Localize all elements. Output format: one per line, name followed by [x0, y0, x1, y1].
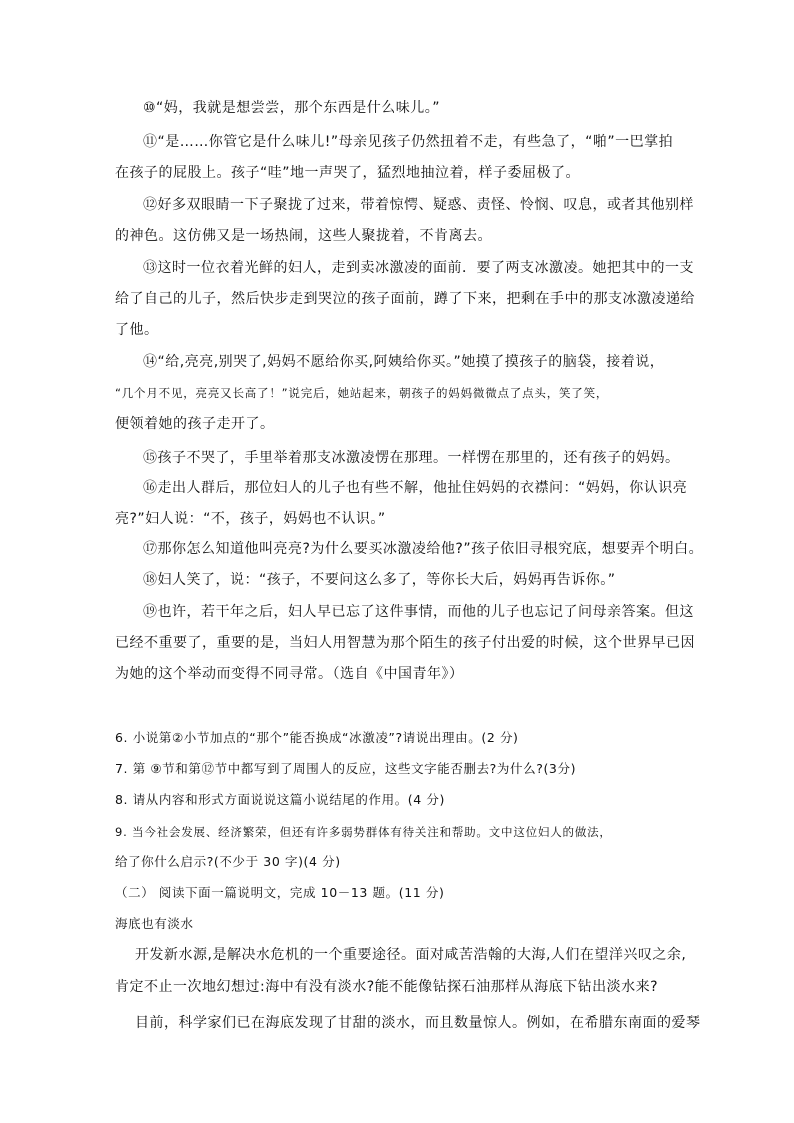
article-paragraph-1-line-1: 开发新水源,是解决水危机的一个重要途径。面对咸苦浩翰的大海,人们在望洋兴叹之余,	[135, 947, 687, 963]
story-paragraph-19-line-3: 为她的这个举动而变得不同寻常。（选自《中国青年》）	[115, 666, 464, 682]
story-paragraph-17: ⑰那你怎么知道他叫亮亮?为什么要买冰激凌给他?”孩子依旧寻根究底，想要弄个明白。	[143, 541, 704, 557]
question-9-line-2: 给了你什么启示?(不少于 30 字)(4 分)	[115, 854, 341, 869]
story-paragraph-13-line-3: 了他。	[115, 322, 159, 338]
question-9-line-1: 9. 当今社会发展、经济繁荣，但还有许多弱势群体有待关注和帮助。文中这位妇人的做法，	[115, 825, 612, 839]
story-paragraph-14-line-3: 便领着她的孩子走开了。	[115, 416, 275, 432]
story-paragraph-14-line-2: “几个月不见，亮亮又长高了！”说完后，她站起来，朝孩子的妈妈微微点了点头，笑了笑，	[115, 386, 609, 400]
story-paragraph-12-line-2: 的神色。这仿佛又是一场热闹，这些人聚拢着，不肯离去。	[115, 228, 492, 244]
article-title: 海底也有淡水	[115, 916, 194, 931]
story-paragraph-16-line-1: ⑯走出人群后，那位妇人的儿子也有些不解，他扯住妈妈的衣襟问：“妈妈，你认识亮	[143, 480, 688, 496]
story-paragraph-13-line-2: 给了自己的儿子，然后快步走到哭泣的孩子面前，蹲了下来，把剩在手中的那支冰激凌递给	[115, 291, 695, 307]
story-paragraph-19-line-2: 已经不重要了，重要的是，当妇人用智慧为那个陌生的孩子付出爱的时候，这个世界早已因	[115, 635, 695, 651]
story-paragraph-12-line-1: ⑫好多双眼睛一下子聚拢了过来，带着惊愕、疑惑、责怪、怜悯、叹息，或者其他别样	[143, 197, 694, 213]
story-paragraph-11-line-1: ⑪“是……你管它是什么味儿!”母亲见孩子仍然扭着不走，有些急了，“啪”一巴掌拍	[143, 134, 674, 150]
story-paragraph-18: ⑱妇人笑了，说：“孩子，不要问这么多了，等你长大后，妈妈再告诉你。”	[143, 572, 616, 588]
story-paragraph-13-line-1: ⑬这时一位衣着光鲜的妇人，走到卖冰激凌的面前．要了两支冰激凌。她把其中的一支	[143, 260, 694, 276]
story-paragraph-15: ⑮孩子不哭了，手里举着那支冰激凌愣在那理。一样愣在那里的，还有孩子的妈妈。	[143, 450, 680, 466]
question-7: 7. 第 ⑨节和第⑫节中都写到了周围人的反应，这些文字能否删去?为什么?(3分)	[115, 761, 577, 776]
question-8: 8. 请从内容和形式方面说说这篇小说结尾的作用。(4 分)	[115, 792, 445, 807]
question-6: 6. 小说第②小节加点的“那个”能否换成“冰激凌”?请说出理由。(2 分)	[115, 730, 519, 745]
story-paragraph-11-line-2: 在孩子的屁股上。孩子“哇”地一声哭了，猛烈地抽泣着，样子委屈极了。	[115, 165, 581, 181]
article-paragraph-1-line-2: 肯定不止一次地幻想过:海中有没有淡水?能不能像钻探石油那样从海底下钻出淡水来?	[115, 979, 659, 995]
section-2-heading: （二） 阅读下面一篇说明文，完成 10－13 题。(11 分)	[115, 885, 445, 900]
story-paragraph-14-line-1: ⑭“给,亮亮,别哭了,妈妈不愿给你买,阿姨给你买。”她摸了摸孩子的脑袋，接着说，	[143, 354, 665, 370]
article-paragraph-2-line-1: 目前，科学家们已在海底发现了甘甜的淡水，而且数量惊人。例如，在希腊东南面的爱琴	[135, 1015, 701, 1031]
story-paragraph-10: ⑩“妈，我就是想尝尝，那个东西是什么味儿。”	[143, 100, 441, 116]
story-paragraph-16-line-2: 亮?”妇人说：“不，孩子，妈妈也不认识。”	[115, 511, 386, 527]
story-paragraph-19-line-1: ⑲也许，若干年之后，妇人早已忘了这件事情，而他的儿子也忘记了问母亲答案。但这	[143, 604, 694, 620]
